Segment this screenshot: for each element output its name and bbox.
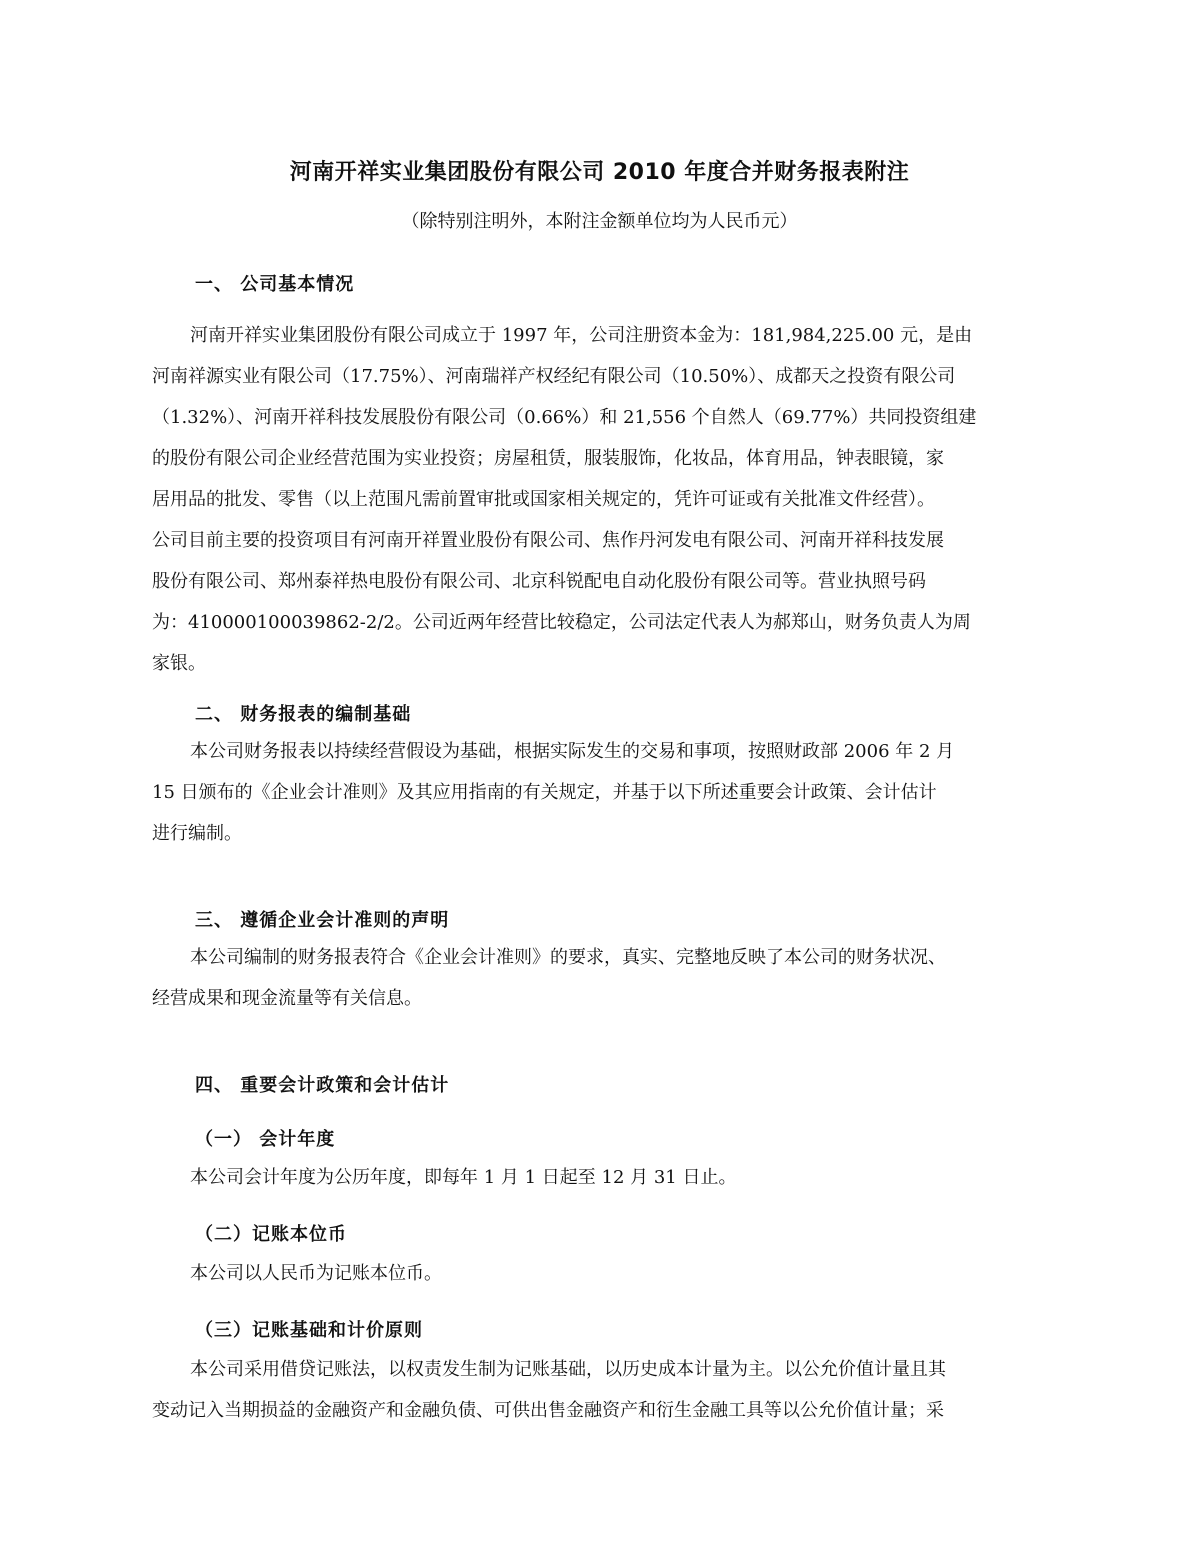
paragraph-line: 15 日颁布的《企业会计准则》及其应用指南的有关规定，并基于以下所述重要会计政策、会计估计 bbox=[152, 782, 937, 803]
section-3-body bbox=[152, 937, 1058, 1019]
paragraph-line: 本公司财务报表以持续经营假设为基础，根据实际发生的交易和事项，按照财政部 2006 年 2 月 bbox=[190, 741, 955, 762]
paragraph-line: 为：410000100039862-2/2。公司近两年经营比较稳定，公司法定代表人为郝郑山，财务负责人为周 bbox=[152, 612, 971, 633]
paragraph-line: 本公司以人民币为记账本位币。 bbox=[190, 1263, 442, 1284]
section-heading-3: 三、 遵循企业会计准则的声明 bbox=[195, 910, 450, 931]
paragraph-line: 家银。 bbox=[152, 653, 206, 674]
section-heading-4: 四、 重要会计政策和会计估计 bbox=[195, 1075, 450, 1096]
subsection-heading-3: （三）记账基础和计价原则 bbox=[195, 1320, 423, 1341]
subsection-heading-2: （二）记账本位币 bbox=[195, 1224, 347, 1245]
section-heading-2: 二、 财务报表的编制基础 bbox=[195, 704, 412, 725]
paragraph-line: 公司目前主要的投资项目有河南开祥置业股份有限公司、焦作丹河发电有限公司、河南开祥科技发展 bbox=[152, 530, 944, 551]
paragraph-line: 股份有限公司、郑州泰祥热电股份有限公司、北京科锐配电自动化股份有限公司等。营业执照号码 bbox=[152, 571, 926, 592]
paragraph-line: 本公司编制的财务报表符合《企业会计准则》的要求，真实、完整地反映了本公司的财务状况、 bbox=[190, 947, 946, 968]
section-1-body bbox=[152, 315, 1058, 684]
section-heading-1: 一、 公司基本情况 bbox=[195, 274, 355, 295]
section-2-body bbox=[152, 731, 1058, 854]
paragraph-line: 居用品的批发、零售（以上范围凡需前置审批或国家相关规定的，凭许可证或有关批准文件经营）。 bbox=[152, 489, 935, 510]
paragraph-line: 本公司会计年度为公历年度，即每年 1 月 1 日起至 12 月 31 日止。 bbox=[190, 1167, 737, 1188]
paragraph-line: 经营成果和现金流量等有关信息。 bbox=[152, 988, 422, 1009]
paragraph-line: 变动记入当期损益的金融资产和金融负债、可供出售金融资产和衍生金融工具等以公允价值计量；采 bbox=[152, 1400, 944, 1421]
paragraph-line: （1.32%）、河南开祥科技发展股份有限公司（0.66%）和 21,556 个自然人（69.77%）共同投资组建 bbox=[152, 407, 977, 428]
subsection-3-body bbox=[152, 1349, 1058, 1431]
paragraph-line: 的股份有限公司企业经营范围为实业投资；房屋租赁，服装服饰，化妆品，体育用品，钟表眼镜，家 bbox=[152, 448, 944, 469]
subsection-1-body bbox=[152, 1157, 1058, 1198]
subsection-heading-1: （一） 会计年度 bbox=[195, 1129, 336, 1150]
paragraph-line: 进行编制。 bbox=[152, 823, 242, 844]
document-subtitle: （除特别注明外，本附注金额单位均为人民币元） bbox=[401, 211, 798, 232]
document-title: 河南开祥实业集团股份有限公司 2010 年度合并财务报表附注 bbox=[289, 160, 910, 185]
subsection-2-body bbox=[152, 1253, 1058, 1294]
paragraph-line: 河南祥源实业有限公司（17.75%）、河南瑞祥产权经纪有限公司（10.50%）、成都天之投资有限公司 bbox=[152, 366, 956, 387]
paragraph-line: 河南开祥实业集团股份有限公司成立于 1997 年，公司注册资本金为：181,984,225.00 元，是由 bbox=[190, 325, 973, 346]
paragraph-line: 本公司采用借贷记账法，以权责发生制为记账基础，以历史成本计量为主。以公允价值计量且其 bbox=[190, 1359, 946, 1380]
